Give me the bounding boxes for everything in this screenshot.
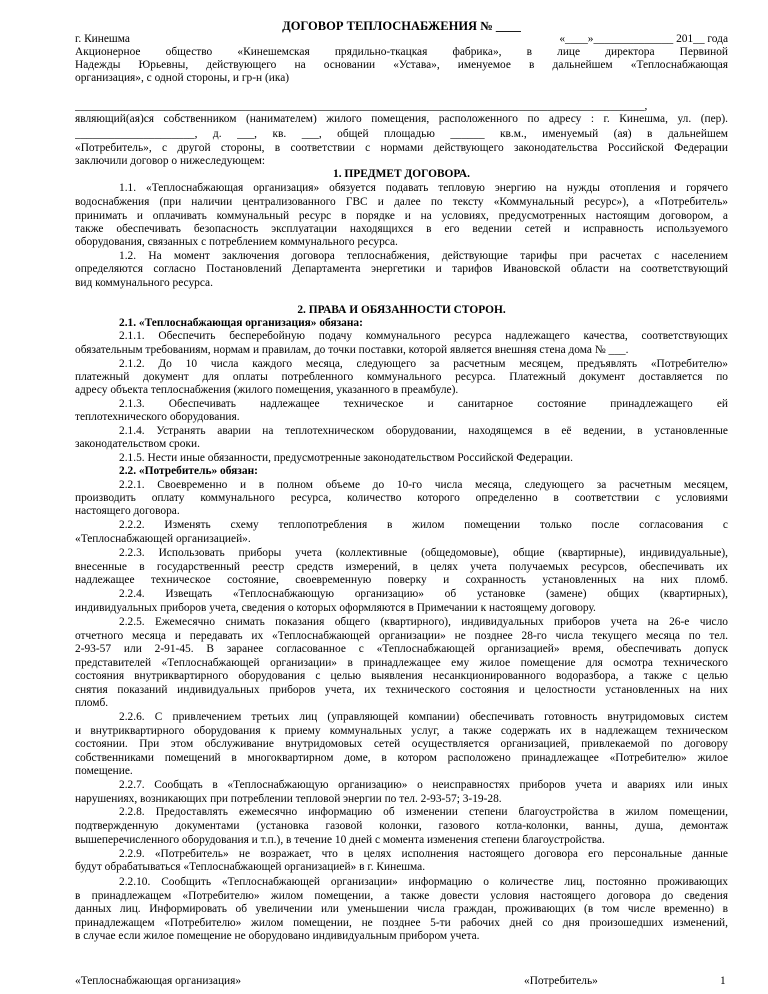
clause-line: 2.1.3. Обеспечивать надлежащее техническое и санитарное состояние принадлежащего ей [119, 398, 728, 410]
clause-line: данных лиц. Информировать об увеличении или уменьшении числа граждан, проживающих (в том числе временно) в [75, 903, 728, 915]
clause-line: состоянии. При этом обслуживание внутридомовых сетей осуществляется организацией, привлекаемой по договору [75, 738, 728, 750]
clause-line: 1.2. На момент заключения договора теплоснабжения, действующие тарифы при расчетах с населением [119, 250, 728, 262]
clause-line: водоснабжения (при наличии централизованного ГВС и далее по тексту «Коммунальный ресурс»), а «Потребитель» [75, 196, 728, 208]
clause-line: принадлежащем «Потребителю» жилом помещении, не позднее 5-ти рабочих дней со дня произошедших изменений, [75, 917, 728, 929]
clause-line: в принадлежащем «Потребителю» жилом помещении, а также довести условия настоящего договора до сведения [75, 890, 728, 902]
preamble-line: являющий(ая)ся собственником (нанимателем) жилого помещения, расположенного по адресу : г. Кинешма, ул. (пер). [75, 113, 728, 125]
document-title: ДОГОВОР ТЕПЛОСНАБЖЕНИЯ № ____ [282, 20, 521, 33]
clause-line: 2.2.6. С привлечением третьих лиц (управляющей компании) обеспечивать готовность внутридомовых систем [119, 711, 728, 723]
clause-line: 2.1.5. Нести иные обязанности, предусмотренные законодательством Российской Федерации. [119, 452, 574, 464]
preamble-line: Акционерное общество «Кинешемская прядильно-ткацкая фабрика», в лице директора Первиной [75, 46, 728, 58]
clause-line: состояния внутриквартирного оборудования с целью выявления несанкционированного водоразбора, а также с целью [75, 670, 728, 682]
clause-line: обязательным требованиям, нормам и правилам, до точки поставки, которой является внешняя стена дома № ___. [75, 344, 629, 356]
clause-line: вышеперечисленного оборудования и т.п.), в течение 10 дней с момента изменения степени благоустройства. [75, 834, 605, 846]
preamble-line: «Потребитель», с другой стороны, в соответствии с нормами действующего законодательства Российской Федерации [75, 142, 728, 154]
clause-line: 2.2.1. Своевременно и в полном объеме до 10-го числа месяца, следующего за расчетным месяцем, [119, 479, 728, 491]
clause-line: 2.2.8. Предоставлять ежемесячно информацию об изменении степени благоустройства в жилом помещении, [119, 806, 728, 818]
city-line: г. Кинешма [75, 33, 130, 45]
clause-line: пломб. [75, 697, 109, 709]
preamble-line: Надежды Юрьевны, действующего на основании «Устава», именуемое в дальнейшем «Теплоснабжающая [75, 59, 728, 71]
section-heading: 1. ПРЕДМЕТ ДОГОВОРА. [333, 168, 470, 180]
clause-line: собственниками помещений в многоквартирном доме, в котором расположено принадлежащее «Потребителю» жилое [75, 752, 728, 764]
clause-line: 2.2.2. Изменять схему теплопотребления в жилом помещении только после согласования с [119, 519, 728, 531]
date-line: «____»______________ 201__ года [559, 33, 728, 45]
clause-line: также обеспечивать безопасность эксплуатации находящихся в его ведении сетей и исправность используемого [75, 223, 728, 235]
clause-line: помещение. [75, 765, 133, 777]
clause-line: в случае если жилое помещение не оборудовано индивидуальным прибором учета. [75, 930, 480, 942]
preamble-line: _____________________, д. ___, кв. ___, общей площадью ______ кв.м., именуемый (ая) в дальнейшем [75, 128, 728, 140]
subsection-heading: 2.2. «Потребитель» обязан: [119, 465, 258, 477]
clause-line: нарушениях, возникающих при потреблении тепловой энергии по тел. 2-93-57; 3-19-28. [75, 793, 502, 805]
clause-line: вид коммунального ресурса. [75, 277, 213, 289]
footer-supplier-label: «Теплоснабжающая организация» [75, 975, 242, 987]
clause-line: будут обрабатываться «Теплоснабжающей организацией» в г. Кинешма. [75, 861, 426, 873]
clause-line: 2.2.5. Ежемесячно снимать показания общего (квартирного), индивидуальных приборов учета на 26-е число [119, 616, 728, 628]
clause-line: 2.2.7. Сообщать в «Теплоснабжающую организацию» о неисправностях приборов учета и авариях или иных [119, 779, 728, 791]
page-number: 1 [720, 975, 726, 987]
clause-line: 2.1.4. Устранять аварии на теплотехническом оборудовании, находящемся в её ведении, в установленные [119, 425, 728, 437]
preamble-line: организация», с одной стороны, и гр-н (ика) [75, 72, 290, 84]
clause-line: платежный документ для оплаты потребленного коммунального ресурса. Платежный документ доставляется по [75, 371, 728, 383]
clause-line: 2.2.9. «Потребитель» не возражает, что в целях исполнения настоящего договора его персональные данные [119, 848, 728, 860]
clause-line: адресу объекта теплоснабжения (жилого помещения, указанного в преамбуле). [75, 384, 459, 396]
clause-line: «Теплоснабжающей организацией». [75, 533, 251, 545]
clause-line: 2.1.1. Обеспечить бесперебойную подачу коммунального ресурса надлежащего качества, соответствующих [119, 330, 728, 342]
clause-line: 2.2.3. Использовать приборы учета (коллективные (общедомовые), общие (квартирные), индивидуальные), [119, 547, 728, 559]
subsection-heading: 2.1. «Теплоснабжающая организация» обязана: [119, 317, 363, 329]
clause-line: производить оплату коммунального ресурса, количество которого определенно в соответствии с условиями [75, 492, 728, 504]
clause-line: и внутриквартирного оборудования к приему коммунальных услуг, а также содержать их в надлежащем техническом [75, 725, 728, 737]
clause-line: представителей «Теплоснабжающей организации» в принадлежащее ему жилое помещение для осмотра технического [75, 657, 728, 669]
clause-line: 2-93-57 или 2-91-45. В заранее согласованное с «Теплоснабжающей организацией» время, обеспечивать допуск [75, 643, 728, 655]
footer-consumer-label: «Потребитель» [524, 975, 598, 987]
clause-line: оборудования, связанных с потреблением коммунального ресурса. [75, 236, 398, 248]
preamble-line: заключили договор о нижеследующем: [75, 155, 266, 167]
clause-line: настоящего договора. [75, 505, 180, 517]
clause-line: отчетного месяца и передавать их «Теплоснабжающей организации» не позднее 28-го числа текущего месяца по тел. [75, 630, 728, 642]
clause-line: 2.2.10. Сообщить «Теплоснабжающей организации» информацию о количестве лиц, постоянно проживающих [119, 876, 728, 888]
clause-line: принимать и оплачивать коммунальный ресурс в порядке и на условиях, предусмотренных настоящим договором, а [75, 210, 728, 222]
clause-line: снятия показаний индивидуальных приборов учета, их технического состояния и целостности установленных на них [75, 684, 728, 696]
clause-line: теплотехнического оборудования. [75, 411, 240, 423]
clause-line: подтвержденную документами (установка газовой колонки, газового котла-колонки, ванны, душа, демонтаж [75, 820, 728, 832]
clause-line: определяются согласно Постановлений Департамента энергетики и тарифов Ивановской области на соответствующий [75, 263, 728, 275]
clause-line: законодательством сроки. [75, 438, 200, 450]
clause-line: внесенные в государственный реестр средств измерений, в целях учета получаемых ресурсов, обеспечивать их [75, 561, 728, 573]
clause-line: 2.2.4. Извещать «Теплоснабжающую организацию» об установке (замене) общих (квартирных), [119, 588, 728, 600]
section-heading: 2. ПРАВА И ОБЯЗАННОСТИ СТОРОН. [297, 304, 506, 316]
clause-line: 2.1.2. До 10 числа каждого месяца, следующего за расчетным месяцем, предъявлять «Потребителю» [119, 358, 728, 370]
clause-line: индивидуальных приборов учета, сведения о которых оформляются в Примечании к настоящему договору. [75, 602, 596, 614]
clause-line: 1.1. «Теплоснабжающая организация» обязуется подавать тепловую энергию на нужды отопления и горячего [119, 182, 728, 194]
signature-blank-line: ____________________________________________________________________________________________________, [75, 100, 648, 112]
clause-line: надлежащее техническое состояние, своевременную поверку и сохранность установленных на них пломб. [75, 574, 728, 586]
